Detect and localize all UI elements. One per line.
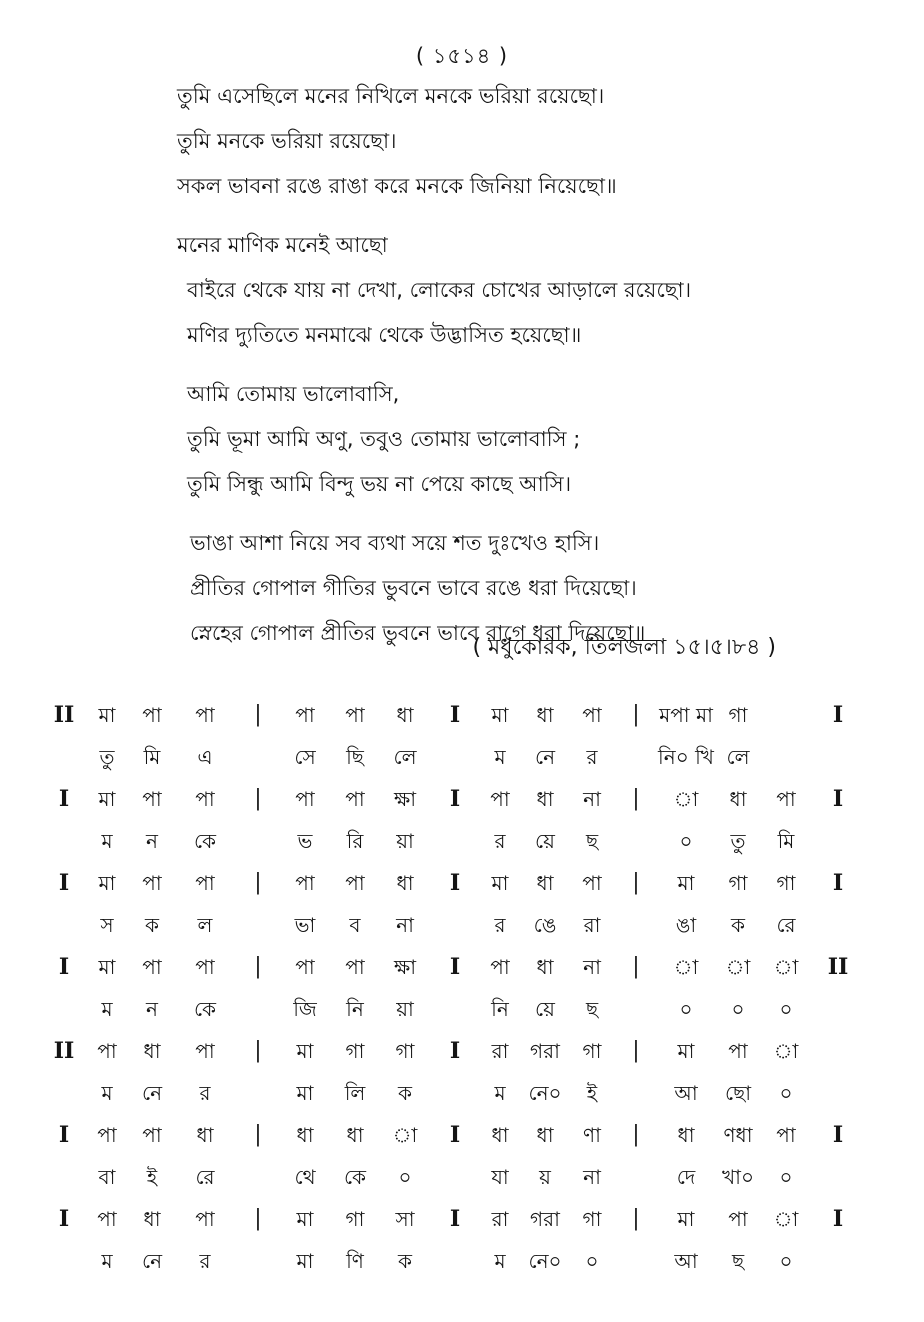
- lyric-line: [0, 417, 924, 462]
- lyric-line: [0, 74, 924, 119]
- syllable-cell: য়া: [396, 829, 414, 853]
- syllable-cell: ০: [779, 1165, 793, 1189]
- syllable-cell: ০: [731, 997, 745, 1021]
- swara-cell: পা: [295, 871, 315, 895]
- syllable-cell: ন: [146, 829, 158, 853]
- swara-cell: পা: [295, 703, 315, 727]
- syllable-cell: রা: [583, 913, 601, 937]
- syllable-cell: ম: [494, 745, 506, 769]
- swara-cell: া: [773, 1207, 799, 1231]
- syllable-cell: আ: [674, 1249, 698, 1273]
- syllable-cell: ন: [146, 997, 158, 1021]
- swara-cell: ধা: [196, 1123, 214, 1147]
- swara-cell: রা: [491, 1039, 509, 1063]
- swara-cell: পা: [345, 871, 365, 895]
- syllable-cell: ছ: [585, 829, 599, 853]
- syllable-cell: রি: [346, 829, 364, 853]
- swara-cell: পা: [142, 1123, 162, 1147]
- swara-cell: গরা: [530, 1039, 560, 1063]
- lyric-text: সকল ভাবনা রঙে রাঙা করে মনকে জিনিয়া নিয়েছো॥: [177, 174, 617, 198]
- swara-cell: পা: [490, 787, 510, 811]
- stanza: [0, 223, 924, 358]
- swara-cell: পা: [195, 955, 215, 979]
- syllable-cell: জি: [293, 997, 317, 1021]
- swara-cell: গা: [582, 1039, 602, 1063]
- beat-divider: |: [254, 702, 262, 727]
- bar-line: I: [449, 786, 461, 812]
- syllable-cell: নে০: [528, 1249, 562, 1273]
- syllable-cell: রে: [195, 1165, 215, 1189]
- swara-cell: া: [773, 1039, 799, 1063]
- swara-cell: গা: [395, 1039, 415, 1063]
- swara-cell: পা: [195, 703, 215, 727]
- swara-cell: পা: [490, 955, 510, 979]
- lyric-text: প্রীতির গোপাল গীতির ভুবনে ভাবে রঙে ধরা দিয়েছো।: [190, 576, 637, 600]
- bar-line: I: [58, 786, 70, 812]
- swara-cell: পা: [97, 1123, 117, 1147]
- syllable-cell: য়ে: [535, 829, 555, 853]
- syllable-cell: যা: [491, 1165, 509, 1189]
- swara-cell: ধা: [729, 787, 747, 811]
- syllable-cell: ম: [101, 829, 113, 853]
- syllable-cell: য়া: [396, 997, 414, 1021]
- stanza: [0, 74, 924, 209]
- syllable-cell: ভ: [297, 829, 313, 853]
- swara-cell: পা: [776, 1123, 796, 1147]
- lyric-text: তুমি মনকে ভরিয়া রয়েছো।: [177, 129, 397, 153]
- syllable-cell: ক: [398, 1249, 412, 1273]
- syllable-cell: ঙে: [533, 913, 557, 937]
- beat-divider: |: [254, 1206, 262, 1231]
- syllable-cell: বা: [98, 1165, 116, 1189]
- swara-cell: গা: [345, 1207, 365, 1231]
- syllable-cell: ব: [349, 913, 361, 937]
- syllable-cell: ০: [585, 1249, 599, 1273]
- swara-row: [0, 1115, 924, 1157]
- lyric-line: [0, 611, 924, 656]
- syllable-cell: র: [494, 913, 506, 937]
- bar-line: I: [449, 702, 461, 728]
- beat-divider: |: [254, 1038, 262, 1063]
- syllable-cell: ছ: [585, 997, 599, 1021]
- swara-cell: ধা: [536, 871, 554, 895]
- swara-cell: পা: [142, 955, 162, 979]
- bar-line: I: [58, 954, 70, 980]
- syllable-cell: দে: [676, 1165, 696, 1189]
- syllable-cell: র: [199, 1081, 211, 1105]
- syllable-cell: এ: [197, 745, 213, 769]
- syllable-cell: ম: [101, 1249, 113, 1273]
- syllable-cell: মি: [777, 829, 795, 853]
- syllable-cell: খা০: [722, 1165, 754, 1189]
- syllable-cell: তু: [99, 745, 115, 769]
- syllable-cell: সে: [294, 745, 316, 769]
- syllable-cell: স: [100, 913, 114, 937]
- swara-cell: মা: [98, 955, 116, 979]
- lyric-text: মণির দ্যুতিতে মনমাঝে থেকে উদ্ভাসিত হয়েছো॥: [187, 323, 582, 347]
- swara-cell: পা: [195, 787, 215, 811]
- swara-cell: ধা: [536, 955, 554, 979]
- bar-line: I: [449, 1122, 461, 1148]
- swara-cell: গা: [776, 871, 796, 895]
- swara-cell: রা: [491, 1207, 509, 1231]
- swara-cell: ধা: [536, 703, 554, 727]
- swara-cell: া: [673, 787, 699, 811]
- lyric-line: [0, 521, 924, 566]
- stanza: [0, 521, 924, 656]
- syllable-cell: র: [199, 1249, 211, 1273]
- bar-line: I: [449, 954, 461, 980]
- page-number: ( ১৫১৪ ): [415, 44, 509, 68]
- swara-cell: া: [673, 955, 699, 979]
- swara-cell: মা: [677, 871, 695, 895]
- swara-cell: মা: [677, 1207, 695, 1231]
- syllable-cell: নি: [346, 997, 364, 1021]
- syllable-cell: নে০: [528, 1081, 562, 1105]
- syllable-cell: ম: [494, 1081, 506, 1105]
- lyric-line: [0, 119, 924, 164]
- swara-cell: সা: [395, 1207, 415, 1231]
- bar-line: I: [832, 786, 844, 812]
- lyric-text: তুমি ভূমা আমি অণু, তবুও তোমায় ভালোবাসি ;: [187, 427, 581, 451]
- syllable-cell: নে: [141, 1249, 163, 1273]
- beat-divider: |: [632, 954, 640, 979]
- swara-cell: ধা: [396, 871, 414, 895]
- swara-cell: পা: [295, 787, 315, 811]
- syllable-cell: ম: [101, 1081, 113, 1105]
- swara-cell: না: [583, 955, 601, 979]
- lyric-line: [0, 223, 924, 268]
- swara-cell: া: [725, 955, 751, 979]
- lyric-line: [0, 566, 924, 611]
- syllable-row: [0, 1073, 924, 1115]
- syllable-cell: ম: [494, 1249, 506, 1273]
- syllable-row: [0, 905, 924, 947]
- swara-cell: া: [773, 955, 799, 979]
- lyric-line: [0, 462, 924, 507]
- swara-row: [0, 1031, 924, 1073]
- swara-cell: পা: [728, 1039, 748, 1063]
- swara-cell: মা: [98, 703, 116, 727]
- syllable-cell: কে: [193, 829, 217, 853]
- beat-divider: |: [632, 1038, 640, 1063]
- syllable-cell: কে: [343, 1165, 367, 1189]
- syllable-cell: লি: [344, 1081, 366, 1105]
- swara-cell: পা: [142, 787, 162, 811]
- stanza: [0, 372, 924, 507]
- swara-row: [0, 1199, 924, 1241]
- syllable-cell: ০: [779, 997, 793, 1021]
- syllable-cell: ই: [586, 1081, 598, 1105]
- swara-cell: পা: [582, 703, 602, 727]
- swara-cell: পা: [97, 1039, 117, 1063]
- syllable-cell: ছ: [731, 1249, 745, 1273]
- beat-divider: |: [632, 1206, 640, 1231]
- swara-cell: মা: [98, 871, 116, 895]
- swara-cell: ধা: [536, 1123, 554, 1147]
- syllable-cell: নি০ খি: [658, 745, 714, 769]
- notation-table: [0, 695, 924, 1283]
- swara-cell: গা: [582, 1207, 602, 1231]
- swara-cell: পা: [195, 871, 215, 895]
- lyrics-block: [0, 74, 924, 670]
- beat-divider: |: [632, 870, 640, 895]
- bar-line: I: [832, 1122, 844, 1148]
- syllable-cell: মা: [296, 1249, 314, 1273]
- syllable-row: [0, 1157, 924, 1199]
- syllable-cell: ০: [679, 829, 693, 853]
- swara-cell: ক্ষা: [393, 787, 417, 811]
- syllable-cell: না: [583, 1165, 601, 1189]
- beat-divider: |: [254, 786, 262, 811]
- syllable-cell: ক: [145, 913, 159, 937]
- swara-cell: পা: [295, 955, 315, 979]
- swara-cell: পা: [582, 871, 602, 895]
- syllable-cell: নি: [491, 997, 509, 1021]
- lyric-line: [0, 268, 924, 313]
- syllable-cell: লে: [393, 745, 417, 769]
- beat-divider: |: [254, 1122, 262, 1147]
- syllable-cell: ০: [779, 1249, 793, 1273]
- syllable-cell: লে: [726, 745, 750, 769]
- swara-cell: ধা: [536, 787, 554, 811]
- bar-line: I: [832, 702, 844, 728]
- lyric-text: বাইরে থেকে যায় না দেখা, লোকের চোখের আড়ালে রয়েছো।: [187, 278, 692, 302]
- swara-cell: মা: [296, 1039, 314, 1063]
- bar-line: I: [449, 1038, 461, 1064]
- bar-line: II: [53, 702, 75, 728]
- swara-cell: না: [583, 787, 601, 811]
- syllable-cell: তু: [730, 829, 746, 853]
- swara-cell: মা: [98, 787, 116, 811]
- swara-cell: মা: [296, 1207, 314, 1231]
- bar-line: I: [449, 1206, 461, 1232]
- swara-cell: মা: [677, 1039, 695, 1063]
- lyric-text: আমি তোমায় ভালোবাসি,: [187, 382, 400, 406]
- swara-cell: পা: [776, 787, 796, 811]
- syllable-cell: র: [494, 829, 506, 853]
- syllable-cell: না: [396, 913, 414, 937]
- swara-cell: গা: [728, 703, 748, 727]
- bar-line: II: [827, 954, 849, 980]
- syllable-cell: ছি: [346, 745, 364, 769]
- syllable-cell: র: [586, 745, 598, 769]
- syllable-cell: কে: [193, 997, 217, 1021]
- swara-cell: পা: [97, 1207, 117, 1231]
- beat-divider: |: [632, 702, 640, 727]
- swara-cell: পা: [195, 1207, 215, 1231]
- swara-cell: ধা: [346, 1123, 364, 1147]
- syllable-cell: ০: [679, 997, 693, 1021]
- swara-cell: মা: [491, 871, 509, 895]
- bar-line: I: [449, 870, 461, 896]
- syllable-row: [0, 737, 924, 779]
- bar-line: I: [58, 870, 70, 896]
- syllable-cell: ০: [398, 1165, 412, 1189]
- syllable-cell: মা: [296, 1081, 314, 1105]
- source-citation: ( মধুকোরক, তিলজলা ১৫।৫।৮৪ ): [472, 635, 776, 660]
- swara-cell: ধা: [491, 1123, 509, 1147]
- swara-cell: ধা: [143, 1207, 161, 1231]
- swara-cell: গা: [345, 1039, 365, 1063]
- swara-row: [0, 863, 924, 905]
- swara-cell: পা: [345, 955, 365, 979]
- lyric-text: স্নেহের গোপাল প্রীতির ভুবনে ভাবে রাগে ধরা দিয়েছো॥: [190, 621, 646, 645]
- swara-row: [0, 779, 924, 821]
- swara-cell: পা: [142, 871, 162, 895]
- swara-cell: ণধা: [723, 1123, 753, 1147]
- syllable-cell: রে: [776, 913, 796, 937]
- bar-line: I: [832, 870, 844, 896]
- syllable-cell: ক: [731, 913, 745, 937]
- syllable-cell: ক: [398, 1081, 412, 1105]
- syllable-cell: নে: [141, 1081, 163, 1105]
- syllable-cell: ই: [146, 1165, 158, 1189]
- swara-cell: পা: [345, 703, 365, 727]
- swara-cell: পা: [728, 1207, 748, 1231]
- swara-cell: ধা: [296, 1123, 314, 1147]
- swara-cell: ণা: [583, 1123, 601, 1147]
- swara-cell: মা: [491, 703, 509, 727]
- lyric-text: তুমি এসেছিলে মনের নিখিলে মনকে ভরিয়া রয়েছো।: [177, 84, 605, 108]
- syllable-row: [0, 989, 924, 1031]
- syllable-cell: য়ে: [535, 997, 555, 1021]
- swara-cell: পা: [195, 1039, 215, 1063]
- syllable-row: [0, 821, 924, 863]
- syllable-cell: ম: [101, 997, 113, 1021]
- syllable-cell: ছো: [724, 1081, 752, 1105]
- swara-cell: পা: [345, 787, 365, 811]
- syllable-cell: ভা: [294, 913, 316, 937]
- bar-line: I: [58, 1206, 70, 1232]
- beat-divider: |: [632, 1122, 640, 1147]
- syllable-cell: য়: [539, 1165, 551, 1189]
- syllable-cell: ণি: [346, 1249, 364, 1273]
- swara-cell: ধা: [677, 1123, 695, 1147]
- beat-divider: |: [254, 954, 262, 979]
- lyric-text: তুমি সিন্ধু আমি বিন্দু ভয় না পেয়ে কাছে আসি।: [187, 472, 572, 496]
- syllable-cell: ০: [779, 1081, 793, 1105]
- syllable-row: [0, 1241, 924, 1283]
- bar-line: I: [58, 1122, 70, 1148]
- beat-divider: |: [632, 786, 640, 811]
- syllable-cell: নে: [534, 745, 556, 769]
- swara-cell: পা: [142, 703, 162, 727]
- swara-cell: মপা মা: [659, 703, 713, 727]
- lyric-text: ভাঙা আশা নিয়ে সব ব্যথা সয়ে শত দুঃখেও হাসি।: [190, 531, 600, 555]
- syllable-cell: ল: [197, 913, 213, 937]
- bar-line: II: [53, 1038, 75, 1064]
- syllable-cell: ঙা: [675, 913, 697, 937]
- syllable-cell: মি: [143, 745, 161, 769]
- lyric-text: মনের মাণিক মনেই আছো: [177, 233, 388, 257]
- swara-cell: ধা: [396, 703, 414, 727]
- syllable-cell: থে: [294, 1165, 316, 1189]
- swara-row: [0, 947, 924, 989]
- swara-cell: ক্ষা: [393, 955, 417, 979]
- lyric-line: [0, 372, 924, 417]
- lyric-line: [0, 313, 924, 358]
- swara-cell: ধা: [143, 1039, 161, 1063]
- bar-line: I: [832, 1206, 844, 1232]
- syllable-cell: আ: [674, 1081, 698, 1105]
- swara-cell: া: [392, 1123, 418, 1147]
- lyric-line: [0, 164, 924, 209]
- swara-cell: গা: [728, 871, 748, 895]
- swara-row: [0, 695, 924, 737]
- swara-cell: গরা: [530, 1207, 560, 1231]
- beat-divider: |: [254, 870, 262, 895]
